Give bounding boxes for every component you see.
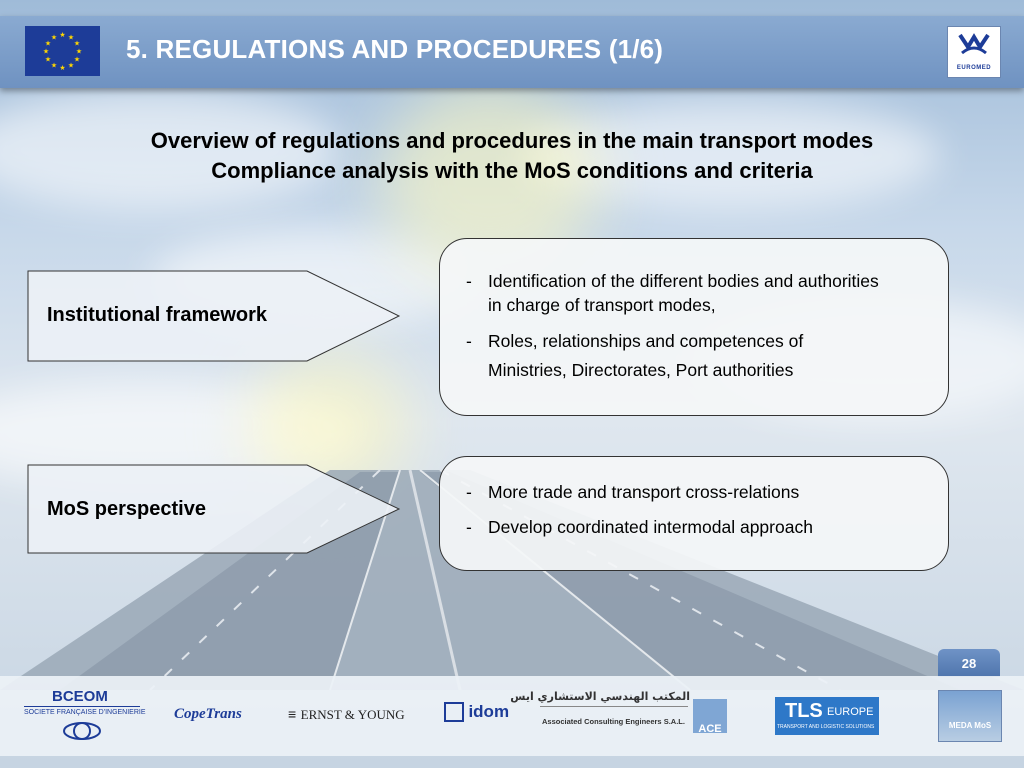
mos-perspective-box (439, 456, 949, 571)
copetrans-logo: CopeTrans (174, 706, 242, 722)
euromed-logo (947, 26, 1001, 78)
svg-text:★: ★ (73, 55, 81, 64)
svg-text:★: ★ (44, 55, 52, 64)
page-number: 28 (938, 649, 1000, 677)
bullet-item: - Develop coordinated intermodal approach (466, 517, 813, 537)
euromed-label: EUROMED (956, 65, 992, 71)
tls-europe-logo: TLS EUROPE TRANSPORT AND LOGISTIC SOLUTIONS (775, 697, 879, 735)
svg-text:★: ★ (42, 47, 50, 56)
institutional-framework-label: Institutional framework (47, 304, 268, 326)
svg-text:★: ★ (50, 61, 58, 70)
svg-text:★: ★ (67, 33, 75, 42)
subtitle-line-1: Overview of regulations and procedures in the main transport modes (150, 128, 874, 153)
svg-text:★: ★ (59, 64, 66, 72)
mos-perspective-label: MoS perspective (47, 498, 206, 520)
ace-badge: ACE (693, 699, 727, 733)
meda-mos-logo: MEDA MoS (938, 690, 1002, 742)
bullet-item: - Identification of the different bodies and authorities in charge of transport modes, (466, 271, 879, 315)
subtitle-line-2: Compliance analysis with the MoS conditions and criteria (211, 158, 813, 183)
ernst-young-logo: ≡ ERNST & YOUNG (288, 706, 405, 722)
ace-logo: المكتب الهندسي الاستشاري ايس Associated Consulting Engineers S.A.L. (510, 690, 690, 726)
page-title: 5. REGULATIONS AND PROCEDURES (1/6) (126, 34, 664, 64)
bceom-logo: BCEOM SOCIETE FRANÇAISE D'INGENIERIE (24, 688, 142, 746)
svg-text:★: ★ (50, 33, 58, 42)
idom-logo: idom (444, 702, 509, 722)
institutional-framework-box (439, 238, 949, 416)
bullet-item: - Roles, relationships and competences of Ministries, Directorates, Port authorities (466, 331, 804, 380)
svg-text:★: ★ (59, 31, 66, 39)
svg-text:★: ★ (75, 47, 83, 56)
svg-text:★: ★ (67, 61, 75, 70)
bullet-item: - More trade and transport cross-relations (466, 482, 800, 502)
svg-text:★: ★ (44, 39, 52, 48)
eu-flag-logo (25, 26, 100, 76)
svg-text:★: ★ (73, 39, 81, 48)
